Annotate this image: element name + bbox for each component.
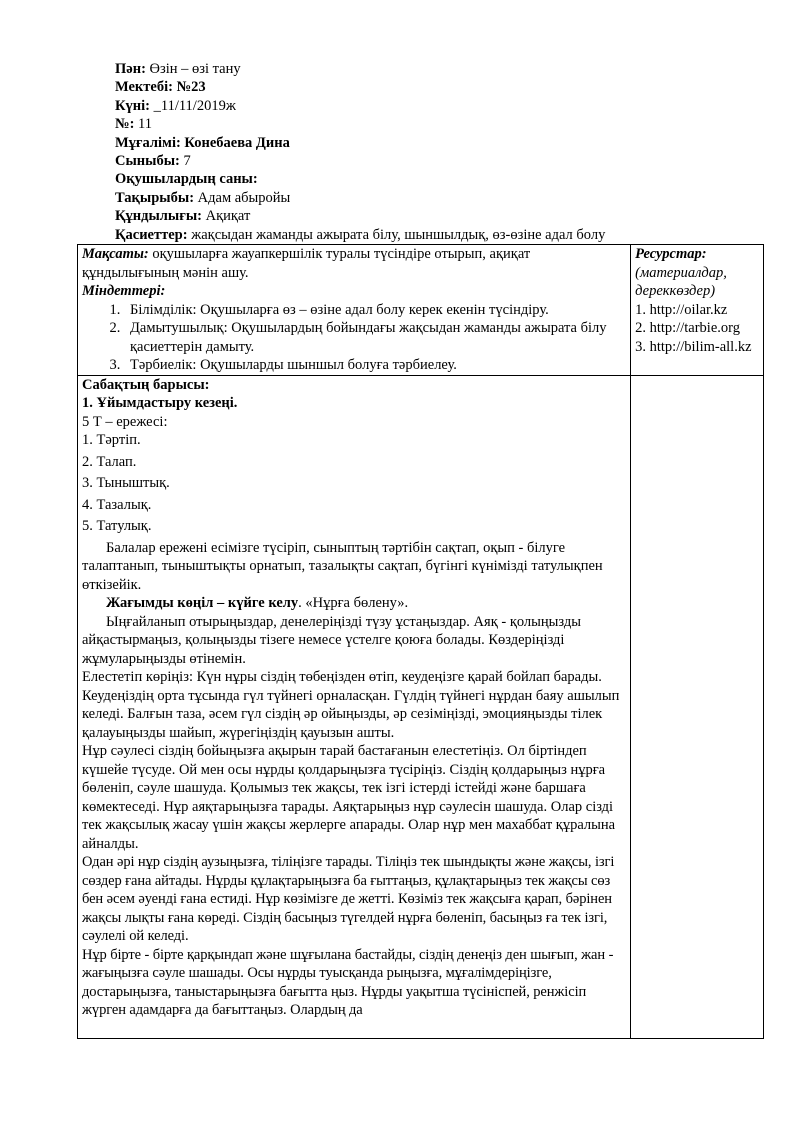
- resource-link[interactable]: 2. http://tarbie.org: [635, 320, 740, 336]
- qualities-line: Қасиеттер: жақсыдан жаманды ажырата білу, шыншылдық, өз-өзіне адал болу: [115, 226, 606, 243]
- value-line: Құндылығы: Ақиқат: [115, 208, 251, 225]
- lesson-row: [78, 375, 764, 1038]
- rule-item: 3. Тыныштық.: [82, 475, 170, 491]
- lesson-header: [115, 60, 605, 244]
- resources-sub: (материалдар, дереккөздер): [635, 264, 727, 299]
- goals-row: [78, 245, 764, 376]
- task-item: 3. Тәрбиелік: Оқушыларды шыншыл болуға тәрбиелеу.: [124, 356, 626, 375]
- rule-intro: 5 Т – ережесі:: [82, 413, 168, 430]
- lesson-table: [77, 244, 764, 1039]
- aim: Мақсаты: оқушыларға жауапкершілік туралы түсіндіре отырып, ақиқат құндылығының мәнін ашу.: [82, 246, 531, 281]
- number-line: №: 11: [115, 116, 152, 133]
- rule-item: 2. Талап.: [82, 453, 137, 470]
- tasks-label: Міндеттері:: [82, 283, 166, 299]
- task-item: 2. Дамытушылық: Оқушылардың бойындағы жақсыдан жаманды ажырата білу қасиеттерін дамыту.: [124, 319, 626, 356]
- resource-link[interactable]: 1. http://oilar.kz: [635, 301, 728, 318]
- resource-link[interactable]: 3. http://bilim-all.kz: [635, 338, 752, 355]
- topic-line: Тақырыбы: Адам абыройы: [115, 189, 291, 206]
- lesson-title: Сабақтың барысы:: [82, 376, 210, 393]
- paragraph: Нұр сәулесі сіздің бойыңызға ақырын тарай бастағанын елестетіңіз. Ол біртіндеп күшейе түсуде. Ой мен осы нұрды қолдарыңызға түсіріңіз. Сіздің қолдарыңыз нұрға бөленіп, сәуле шашуда. Қолымыз тек жақсы, тек ізгі істерді істейді және баршаға көмектеседі. Нұр аяқтарыңызға тарады. Аяқтарыңыз нұр сәулесін шашуда. Олар сізді тек жақсылық жасау үшін жақсы жерлерге апарады. Олар нұр мен махаббат құралына айналды.: [82, 743, 616, 852]
- paragraph: Нұр бірте - бірте қарқындап және шұғылана бастайды, сіздің денеңіз ден шығып, жан - жағыңызға сәуле шашады. Осы нұрды туысқанда рыңызға, мұғалімдеріңізге, достарыңызға, таныстарыңызға бағытта ңыз. Нұрды уақытша түсініспей, ренжісіп жүрген адамдарға да бағыттаңыз. Олардың да: [82, 946, 614, 1018]
- paragraph: Елестетіп көріңіз: Күн нұры сіздің төбеңізден өтіп, кеудеңізге қарай бойлап барады. Кеудеңіздің орта тұсында гүл түйнегі орналасқан. Гүлдің түйнегі нұрдан баяу ашылып келеді. Балғын таза, әсем гүл сіздің әр ойыңызды, әр сезіміңізді, эмоцияңызды тілек қалауыңызды шайып, жүрегіңіздің қауызын ашты.: [82, 669, 620, 741]
- rule-item: 1. Тәртіп.: [82, 432, 141, 448]
- school-line: Мектебі: №23: [115, 79, 206, 96]
- paragraph: Одан әрі нұр сіздің аузыңызға, тіліңізге тарады. Тіліңіз тек шындықты және жақсы, ізгі сөздер ғана айтады. Нұрды құлақтарыңызға ба ғыттаңыз, құлақтарыңыз тек жақсы сөз бен әсем әуенді ғана естиді. Нұр көзімізге де жетті. Көзіміз тек жақсыға қарап, бәрінен жақсы лықты ғана көреді. Сіздің басыңыз түгелдей нұрға бөленіп, басыңыз ға тек ізгі, сәулелі ой келеді.: [82, 854, 615, 944]
- students-line: Оқушылардың саны:: [115, 171, 258, 188]
- subject-line: Пән: Өзін – өзі тану: [115, 61, 241, 77]
- resources-label: Ресурстар:: [635, 246, 707, 262]
- rule-item: 5. Татулық.: [82, 518, 152, 534]
- rule-item: 4. Тазалық.: [82, 496, 152, 513]
- class-line: Сыныбы: 7: [115, 153, 191, 170]
- date-line: Күні: _11/11/2019ж: [115, 97, 236, 114]
- mood-heading: Жағымды көңіл – күйге келу. «Нұрға бөлену».: [106, 595, 409, 611]
- paragraph: Балалар ережені есімізге түсіріп, сыныптың тәртібін сақтап, оқып - білуге талаптанып, тыныштықты орнатып, тазалықты сақтап, бүгінгі күнімізді татулықпен өткізейік.: [82, 539, 603, 593]
- teacher-line: Мұғалімі: Конебаева Дина: [115, 134, 290, 151]
- tasks-list: [82, 301, 626, 375]
- lesson-cell: [78, 375, 631, 1038]
- resources-empty-cell: [631, 375, 764, 1038]
- stage-title: 1. Ұйымдастыру кезеңі.: [82, 395, 238, 411]
- rules-list: [82, 431, 626, 536]
- paragraph: Ыңғайланып отырыңыздар, денелеріңізді түзу ұстаңыздар. Аяқ - қолыңызды айқастырмаңыз, қолыңызды тізеге немесе үстелге қоюға болады. Көздеріңізді жұмуларыңызды өтінемін.: [82, 613, 581, 667]
- goals-cell: [78, 245, 631, 376]
- resources-cell: [631, 245, 764, 376]
- task-item: 1. Білімділік: Оқушыларға өз – өзіне адал болу керек екенін түсіндіру.: [124, 301, 626, 320]
